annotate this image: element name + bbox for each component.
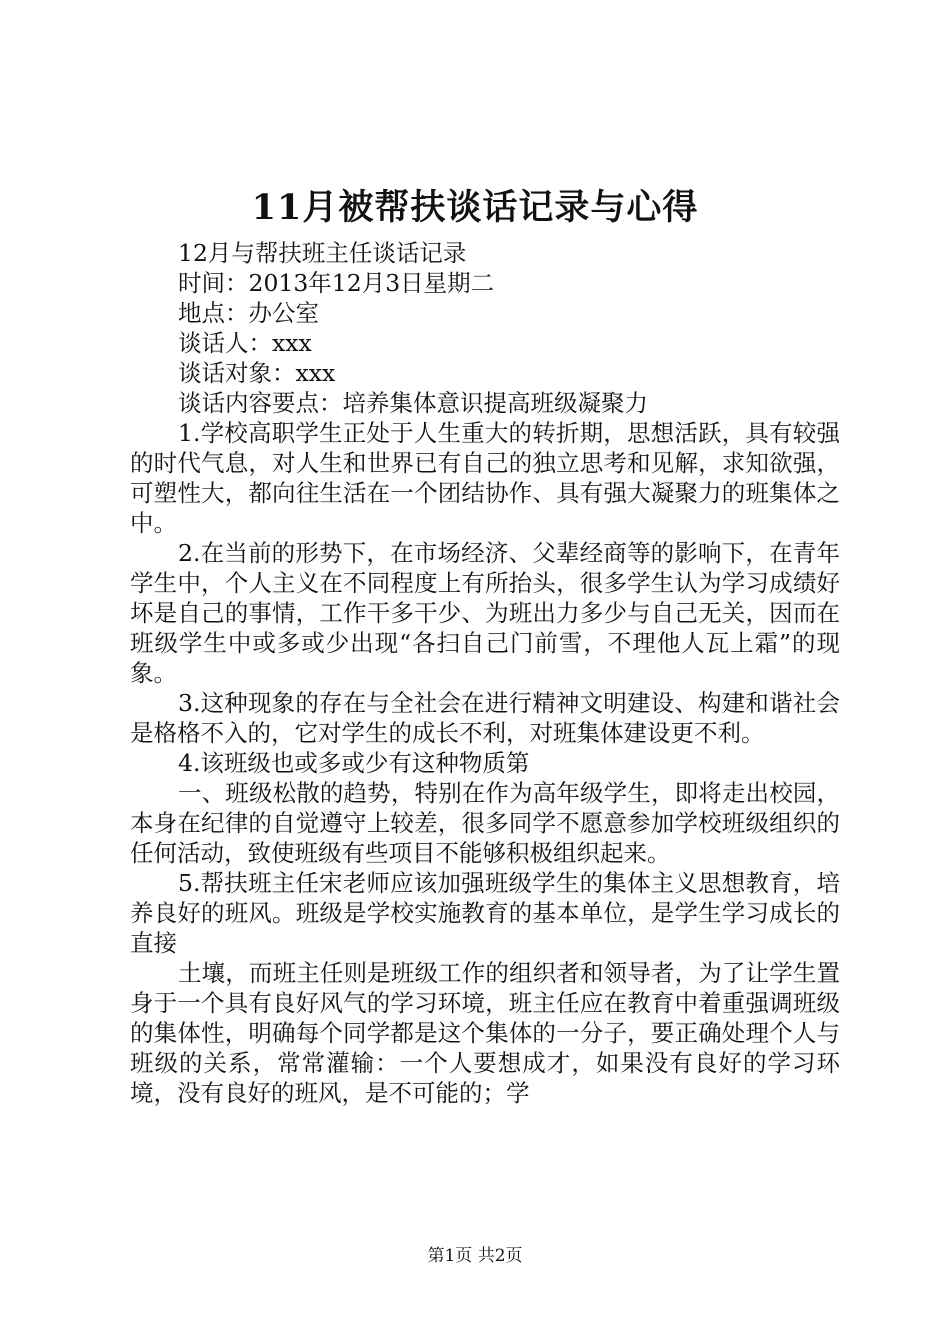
paragraph-4: 4.该班级也或多或少有这种物质第 [178,749,530,777]
paragraph-5: 一、班级松散的趋势，特别在作为高年级学生，即将走出校园，本身在纪律的自觉遵守上较差，很多同学不愿意参加学校班级组织的任何活动，致使班级有些项目不能够积极组织起来。 [130,779,840,867]
header-line-topic: 谈话内容要点：培养集体意识提高班级凝聚力 [178,389,648,417]
paragraph-3: 3.这种现象的存在与全社会在进行精神文明建设、构建和谐社会是格格不入的，它对学生的成长不利，对班集体建设更不利。 [130,689,840,747]
header-line-time: 时间：2013年12月3日星期二 [178,269,495,297]
document-body [130,238,840,1108]
header-line-speaker: 谈话人：xxx [178,329,312,357]
paragraph-1: 1.学校高职学生正处于人生重大的转折期，思想活跃，具有较强的时代气息，对人生和世界已有自己的独立思考和见解，求知欲强，可塑性大，都向往生活在一个团结协作、具有强大凝聚力的班集体之中。 [130,419,840,537]
header-line-subject: 12月与帮扶班主任谈话记录 [178,239,467,267]
paragraph-7: 土壤，而班主任则是班级工作的组织者和领导者，为了让学生置身于一个具有良好风气的学习环境，班主任应在教育中着重强调班级的集体性，明确每个同学都是这个集体的一分子，要正确处理个人与班级的关系，常常灌输：一个人要想成才，如果没有良好的学习环境，没有良好的班风，是不可能的；学 [130,959,840,1107]
paragraph-2: 2.在当前的形势下，在市场经济、父辈经商等的影响下，在青年学生中，个人主义在不同程度上有所抬头，很多学生认为学习成绩好坏是自己的事情，工作干多干少、为班出力多少与自己无关，因而在班级学生中或多或少出现“各扫自己门前雪，不理他人瓦上霜”的现象。 [130,539,840,687]
header-line-target: 谈话对象：xxx [178,359,336,387]
header-line-location: 地点：办公室 [178,299,319,327]
document-title: 11月被帮扶谈话记录与心得 [251,187,699,228]
page-footer: 第1页 共2页 [427,1246,523,1266]
paragraph-6: 5.帮扶班主任宋老师应该加强班级学生的集体主义思想教育，培养良好的班风。班级是学校实施教育的基本单位，是学生学习成长的直接 [130,869,840,957]
